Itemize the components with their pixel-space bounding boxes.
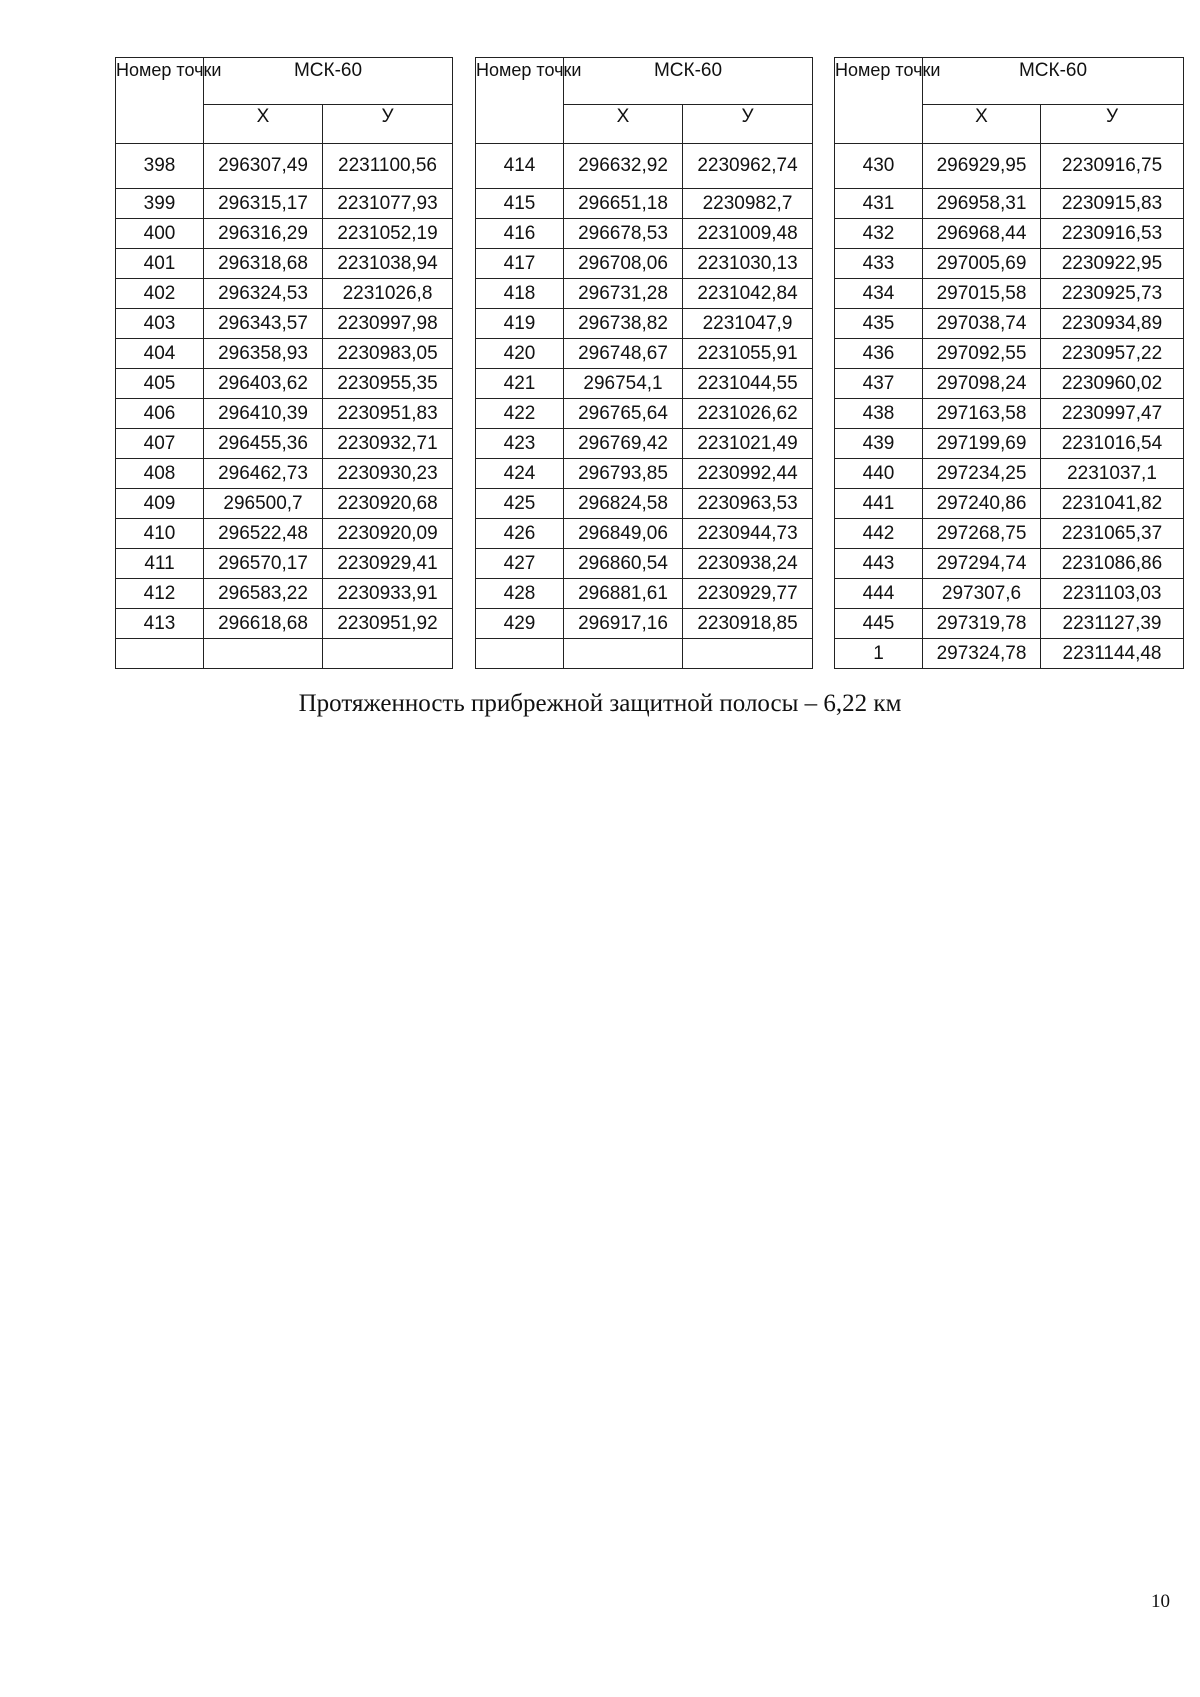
- table-row: [476, 399, 813, 429]
- table-row: [476, 219, 813, 249]
- table-row: [835, 399, 1184, 429]
- x-coordinate-cell: 296316,29: [204, 219, 323, 249]
- x-coordinate-cell: 297307,6: [923, 579, 1041, 609]
- table-body: [835, 144, 1184, 669]
- x-coordinate-cell: 296731,28: [564, 279, 683, 309]
- point-number-cell: 428: [476, 579, 564, 609]
- y-coordinate-cell: 2230960,02: [1041, 369, 1184, 399]
- x-coordinate-cell: 296618,68: [204, 609, 323, 639]
- x-coordinate-cell: 297038,74: [923, 309, 1041, 339]
- x-coordinate-cell: 297294,74: [923, 549, 1041, 579]
- x-coordinate-cell: 296769,42: [564, 429, 683, 459]
- coordinates-table-1: [115, 57, 453, 669]
- point-number-cell: 444: [835, 579, 923, 609]
- table-row: [476, 519, 813, 549]
- y-coordinate-cell: [683, 639, 813, 669]
- x-coordinate-cell: 297098,24: [923, 369, 1041, 399]
- point-number-cell: 418: [476, 279, 564, 309]
- table-row: [835, 519, 1184, 549]
- x-column-header: Х: [204, 105, 323, 144]
- table-row: [116, 279, 453, 309]
- table-row: [116, 369, 453, 399]
- point-number-cell: 409: [116, 489, 204, 519]
- table-row: [116, 609, 453, 639]
- x-coordinate-cell: 296929,95: [923, 144, 1041, 189]
- point-number-cell: 408: [116, 459, 204, 489]
- point-number-cell: 438: [835, 399, 923, 429]
- x-column-header: Х: [923, 105, 1041, 144]
- x-coordinate-cell: 296651,18: [564, 189, 683, 219]
- x-column-header: Х: [564, 105, 683, 144]
- y-coordinate-cell: 2231042,84: [683, 279, 813, 309]
- table-row: [476, 339, 813, 369]
- x-coordinate-cell: 296678,53: [564, 219, 683, 249]
- x-coordinate-cell: 296917,16: [564, 609, 683, 639]
- point-number-cell: 432: [835, 219, 923, 249]
- x-coordinate-cell: 296307,49: [204, 144, 323, 189]
- table-row: [116, 309, 453, 339]
- point-number-cell: 424: [476, 459, 564, 489]
- table-row: [476, 489, 813, 519]
- y-coordinate-cell: 2230920,09: [323, 519, 453, 549]
- x-coordinate-cell: 296632,92: [564, 144, 683, 189]
- x-coordinate-cell: 296860,54: [564, 549, 683, 579]
- y-coordinate-cell: 2230997,98: [323, 309, 453, 339]
- x-coordinate-cell: 296358,93: [204, 339, 323, 369]
- table-row: [476, 429, 813, 459]
- point-number-cell: 425: [476, 489, 564, 519]
- y-coordinate-cell: 2231065,37: [1041, 519, 1184, 549]
- x-coordinate-cell: 297199,69: [923, 429, 1041, 459]
- table-row: [116, 549, 453, 579]
- coordinates-table-2: [475, 57, 813, 669]
- table-row: [835, 639, 1184, 669]
- point-number-cell: 401: [116, 249, 204, 279]
- y-coordinate-cell: 2230932,71: [323, 429, 453, 459]
- table-row: [116, 459, 453, 489]
- y-coordinate-cell: 2230944,73: [683, 519, 813, 549]
- x-coordinate-cell: 297240,86: [923, 489, 1041, 519]
- point-number-cell: 441: [835, 489, 923, 519]
- table-row: [476, 144, 813, 189]
- table-row: [116, 489, 453, 519]
- y-coordinate-cell: 2230938,24: [683, 549, 813, 579]
- table-row: [476, 309, 813, 339]
- point-number-cell: 400: [116, 219, 204, 249]
- y-coordinate-cell: 2230916,75: [1041, 144, 1184, 189]
- y-coordinate-cell: 2231144,48: [1041, 639, 1184, 669]
- table-row: [835, 489, 1184, 519]
- y-coordinate-cell: [323, 639, 453, 669]
- y-coordinate-cell: 2231086,86: [1041, 549, 1184, 579]
- table-row: [835, 549, 1184, 579]
- table-row: [476, 639, 813, 669]
- table-row: [116, 429, 453, 459]
- table-row: [835, 339, 1184, 369]
- point-number-cell: 420: [476, 339, 564, 369]
- x-coordinate-cell: 296849,06: [564, 519, 683, 549]
- point-number-cell: 415: [476, 189, 564, 219]
- table-row: [476, 249, 813, 279]
- table-row: [835, 579, 1184, 609]
- y-coordinate-cell: 2231044,55: [683, 369, 813, 399]
- point-number-header: Номер точки: [835, 58, 923, 144]
- x-coordinate-cell: 296754,1: [564, 369, 683, 399]
- x-coordinate-cell: 296748,67: [564, 339, 683, 369]
- point-number-cell: 427: [476, 549, 564, 579]
- x-coordinate-cell: 296881,61: [564, 579, 683, 609]
- y-coordinate-cell: 2230933,91: [323, 579, 453, 609]
- table-row: [476, 609, 813, 639]
- x-coordinate-cell: 297234,25: [923, 459, 1041, 489]
- x-coordinate-cell: 297324,78: [923, 639, 1041, 669]
- x-coordinate-cell: 296315,17: [204, 189, 323, 219]
- table-row: [116, 579, 453, 609]
- y-column-header: У: [1041, 105, 1184, 144]
- point-number-cell: 403: [116, 309, 204, 339]
- coordinate-system-header: МСК-60: [923, 58, 1184, 105]
- table-row: [835, 429, 1184, 459]
- table-body: [476, 144, 813, 669]
- x-coordinate-cell: 296403,62: [204, 369, 323, 399]
- table-row: [116, 519, 453, 549]
- y-coordinate-cell: 2231077,93: [323, 189, 453, 219]
- y-column-header: У: [683, 105, 813, 144]
- table-row: [116, 144, 453, 189]
- y-coordinate-cell: 2230963,53: [683, 489, 813, 519]
- table-row: [476, 279, 813, 309]
- x-coordinate-cell: 296410,39: [204, 399, 323, 429]
- point-number-cell: 429: [476, 609, 564, 639]
- x-coordinate-cell: 296343,57: [204, 309, 323, 339]
- y-coordinate-cell: 2231100,56: [323, 144, 453, 189]
- y-coordinate-cell: 2230951,83: [323, 399, 453, 429]
- y-coordinate-cell: 2231103,03: [1041, 579, 1184, 609]
- table-row: [835, 369, 1184, 399]
- y-coordinate-cell: 2230920,68: [323, 489, 453, 519]
- table-row: [835, 459, 1184, 489]
- y-coordinate-cell: 2230929,41: [323, 549, 453, 579]
- point-number-cell: 412: [116, 579, 204, 609]
- point-number-cell: 416: [476, 219, 564, 249]
- table-row: [835, 249, 1184, 279]
- x-coordinate-cell: 297268,75: [923, 519, 1041, 549]
- point-number-cell: [476, 639, 564, 669]
- x-coordinate-cell: 296708,06: [564, 249, 683, 279]
- y-coordinate-cell: 2230929,77: [683, 579, 813, 609]
- y-coordinate-cell: 2230997,47: [1041, 399, 1184, 429]
- y-coordinate-cell: 2231127,39: [1041, 609, 1184, 639]
- x-coordinate-cell: 296462,73: [204, 459, 323, 489]
- x-coordinate-cell: 296738,82: [564, 309, 683, 339]
- y-coordinate-cell: 2230922,95: [1041, 249, 1184, 279]
- point-number-cell: [116, 639, 204, 669]
- point-number-cell: 431: [835, 189, 923, 219]
- coordinate-system-header: МСК-60: [564, 58, 813, 105]
- x-coordinate-cell: 296765,64: [564, 399, 683, 429]
- table-row: [476, 579, 813, 609]
- point-number-cell: 419: [476, 309, 564, 339]
- point-number-cell: 399: [116, 189, 204, 219]
- point-number-cell: 440: [835, 459, 923, 489]
- point-number-cell: 406: [116, 399, 204, 429]
- y-coordinate-cell: 2231026,62: [683, 399, 813, 429]
- table-row: [116, 339, 453, 369]
- x-coordinate-cell: 296318,68: [204, 249, 323, 279]
- y-coordinate-cell: 2230918,85: [683, 609, 813, 639]
- point-number-cell: 433: [835, 249, 923, 279]
- y-coordinate-cell: 2230957,22: [1041, 339, 1184, 369]
- point-number-header: Номер точки: [476, 58, 564, 144]
- coordinates-table-3: [834, 57, 1184, 669]
- y-coordinate-cell: 2231016,54: [1041, 429, 1184, 459]
- y-coordinate-cell: 2231052,19: [323, 219, 453, 249]
- point-number-cell: 430: [835, 144, 923, 189]
- table-row: [476, 189, 813, 219]
- page-number: 10: [1151, 1591, 1170, 1612]
- point-number-cell: 426: [476, 519, 564, 549]
- point-number-cell: 404: [116, 339, 204, 369]
- x-coordinate-cell: 296455,36: [204, 429, 323, 459]
- x-coordinate-cell: [204, 639, 323, 669]
- x-coordinate-cell: 297319,78: [923, 609, 1041, 639]
- y-coordinate-cell: 2231055,91: [683, 339, 813, 369]
- y-coordinate-cell: 2231030,13: [683, 249, 813, 279]
- y-coordinate-cell: 2231038,94: [323, 249, 453, 279]
- x-coordinate-cell: 296500,7: [204, 489, 323, 519]
- point-number-cell: 437: [835, 369, 923, 399]
- table-row: [116, 399, 453, 429]
- point-number-cell: 410: [116, 519, 204, 549]
- x-coordinate-cell: 296968,44: [923, 219, 1041, 249]
- table-row: [835, 309, 1184, 339]
- table-row: [116, 189, 453, 219]
- table-row: [476, 549, 813, 579]
- y-coordinate-cell: 2230916,53: [1041, 219, 1184, 249]
- y-coordinate-cell: 2231041,82: [1041, 489, 1184, 519]
- x-coordinate-cell: 297005,69: [923, 249, 1041, 279]
- y-coordinate-cell: 2230934,89: [1041, 309, 1184, 339]
- x-coordinate-cell: 296570,17: [204, 549, 323, 579]
- table-row: [835, 609, 1184, 639]
- x-coordinate-cell: 297163,58: [923, 399, 1041, 429]
- x-coordinate-cell: 296583,22: [204, 579, 323, 609]
- y-coordinate-cell: 2230930,23: [323, 459, 453, 489]
- point-number-cell: 413: [116, 609, 204, 639]
- point-number-cell: 411: [116, 549, 204, 579]
- y-coordinate-cell: 2230962,74: [683, 144, 813, 189]
- point-number-cell: 405: [116, 369, 204, 399]
- table-body: [116, 144, 453, 669]
- y-coordinate-cell: 2230955,35: [323, 369, 453, 399]
- table-row: [835, 219, 1184, 249]
- point-number-cell: 414: [476, 144, 564, 189]
- x-coordinate-cell: [564, 639, 683, 669]
- y-coordinate-cell: 2230992,44: [683, 459, 813, 489]
- table-row: [476, 369, 813, 399]
- point-number-cell: 417: [476, 249, 564, 279]
- point-number-cell: 402: [116, 279, 204, 309]
- y-coordinate-cell: 2231026,8: [323, 279, 453, 309]
- y-coordinate-cell: 2231021,49: [683, 429, 813, 459]
- y-coordinate-cell: 2230982,7: [683, 189, 813, 219]
- coordinate-system-header: МСК-60: [204, 58, 453, 105]
- point-number-cell: 421: [476, 369, 564, 399]
- table-row: [835, 144, 1184, 189]
- point-number-cell: 439: [835, 429, 923, 459]
- point-number-cell: 398: [116, 144, 204, 189]
- x-coordinate-cell: 296324,53: [204, 279, 323, 309]
- y-column-header: У: [323, 105, 453, 144]
- x-coordinate-cell: 296958,31: [923, 189, 1041, 219]
- x-coordinate-cell: 296793,85: [564, 459, 683, 489]
- x-coordinate-cell: 297092,55: [923, 339, 1041, 369]
- x-coordinate-cell: 296824,58: [564, 489, 683, 519]
- table-row: [116, 219, 453, 249]
- point-number-cell: 445: [835, 609, 923, 639]
- table-row: [116, 639, 453, 669]
- point-number-cell: 1: [835, 639, 923, 669]
- y-coordinate-cell: 2231037,1: [1041, 459, 1184, 489]
- point-number-header: Номер точки: [116, 58, 204, 144]
- point-number-cell: 443: [835, 549, 923, 579]
- point-number-cell: 423: [476, 429, 564, 459]
- y-coordinate-cell: 2230951,92: [323, 609, 453, 639]
- point-number-cell: 407: [116, 429, 204, 459]
- x-coordinate-cell: 297015,58: [923, 279, 1041, 309]
- y-coordinate-cell: 2230983,05: [323, 339, 453, 369]
- table-row: [116, 249, 453, 279]
- point-number-cell: 435: [835, 309, 923, 339]
- table-row: [835, 279, 1184, 309]
- buffer-strip-length-text: Протяженность прибрежной защитной полосы – 6,22 км: [298, 690, 902, 717]
- point-number-cell: 434: [835, 279, 923, 309]
- y-coordinate-cell: 2230925,73: [1041, 279, 1184, 309]
- point-number-cell: 436: [835, 339, 923, 369]
- x-coordinate-cell: 296522,48: [204, 519, 323, 549]
- table-row: [835, 189, 1184, 219]
- y-coordinate-cell: 2231009,48: [683, 219, 813, 249]
- table-row: [476, 459, 813, 489]
- point-number-cell: 422: [476, 399, 564, 429]
- point-number-cell: 442: [835, 519, 923, 549]
- y-coordinate-cell: 2231047,9: [683, 309, 813, 339]
- y-coordinate-cell: 2230915,83: [1041, 189, 1184, 219]
